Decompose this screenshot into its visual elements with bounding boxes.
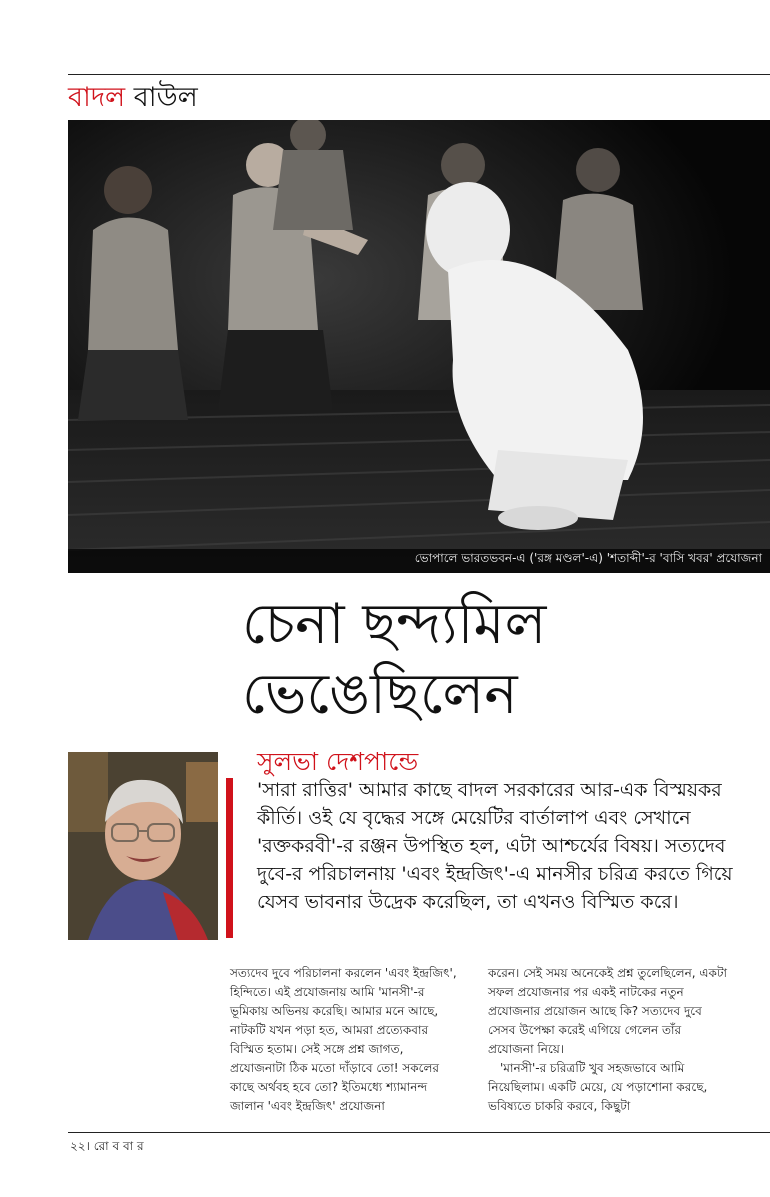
body-col2-para2: 'মানসী'-র চরিত্রটি খুব সহজভাবে আমি নিয়েছিলাম। একটি মেয়ে, যে পড়াশোনা করছে, ভবিষ্যতে চাকরি করবে, কিছুটা bbox=[488, 1061, 708, 1113]
author-name: সুলভা দেশপান্ডে bbox=[257, 747, 419, 776]
accent-bar bbox=[226, 778, 233, 938]
body-column-2 bbox=[488, 964, 728, 1116]
section-header-part1: বাদল bbox=[68, 82, 126, 113]
body-col1-text: সত্যদেব দুবে পরিচালনা করলেন 'এবং ইন্দ্রজিৎ', হিন্দিতে। এই প্রযোজনায় আমি 'মানসী'-র ভূমিকায় অভিনয় করেছি। আমার মনে আছে, নাটকটি যখন পড়া হত, আমরা প্রত্যেকবার বিস্মিত হতাম। সেই সঙ্গে প্রশ্ন জাগত, প্রযোজনাটা ঠিক মতো দাঁড়াবে তো! সকলের কাছে অর্থবহ হবে তো? ইতিমধ্যে শ্যামানন্দ জালান 'এবং ইন্দ্রজিৎ' প্রযোজনা bbox=[230, 966, 457, 1113]
headline bbox=[242, 590, 762, 730]
top-rule bbox=[68, 74, 770, 75]
body-col2-para1: করেন। সেই সময় অনেকেই প্রশ্ন তুলেছিলেন, একটা সফল প্রযোজনার পর একই নাটকের নতুন প্রযোজনার প্রয়োজন আছে কি? সত্যদেব দুবে সেসব উপেক্ষা করেই এগিয়ে গেলেন তাঁর প্রযোজনা নিয়ে। bbox=[488, 966, 727, 1056]
section-header-part2: বাউল bbox=[133, 82, 198, 113]
standfirst: 'সারা রাত্তির' আমার কাছে বাদল সরকারের আর-এক বিস্ময়কর কীর্তি। ওই যে বৃদ্ধের সঙ্গে মেয়েটির বার্তালাপ এবং সেখানে 'রক্তকরবী'-র রঞ্জন উপস্থিত হল, এটা আশ্চর্যের বিষয়। সত্যদেব দুবে-র পরিচালনায় 'এবং ইন্দ্রজিৎ'-এ মানসীর চরিত্র করতে গিয়ে যেসব ভাবনার উদ্রেক করেছিল, তা এখনও বিস্মিত করে। bbox=[257, 779, 733, 913]
section-header bbox=[68, 80, 198, 116]
photo-caption: ভোপালে ভারতভবন-এ ('রঙ্গ মণ্ডল'-এ) 'শতাব্দী'-র 'বাসি খবর' প্রযোজনা bbox=[414, 551, 762, 565]
body-column-1 bbox=[230, 964, 458, 1116]
bottom-rule bbox=[68, 1132, 770, 1133]
author-photo bbox=[68, 752, 218, 940]
headline-line1: চেনা ছন্দ্যমিল bbox=[242, 592, 547, 657]
author-portrait-illustration bbox=[68, 752, 218, 940]
page-folio: ২২। রো ব বা র bbox=[70, 1139, 144, 1153]
theatre-photo-illustration bbox=[68, 120, 770, 573]
theatre-photo bbox=[68, 120, 770, 573]
headline-line2: ভেঙেছিলেন bbox=[242, 662, 518, 727]
